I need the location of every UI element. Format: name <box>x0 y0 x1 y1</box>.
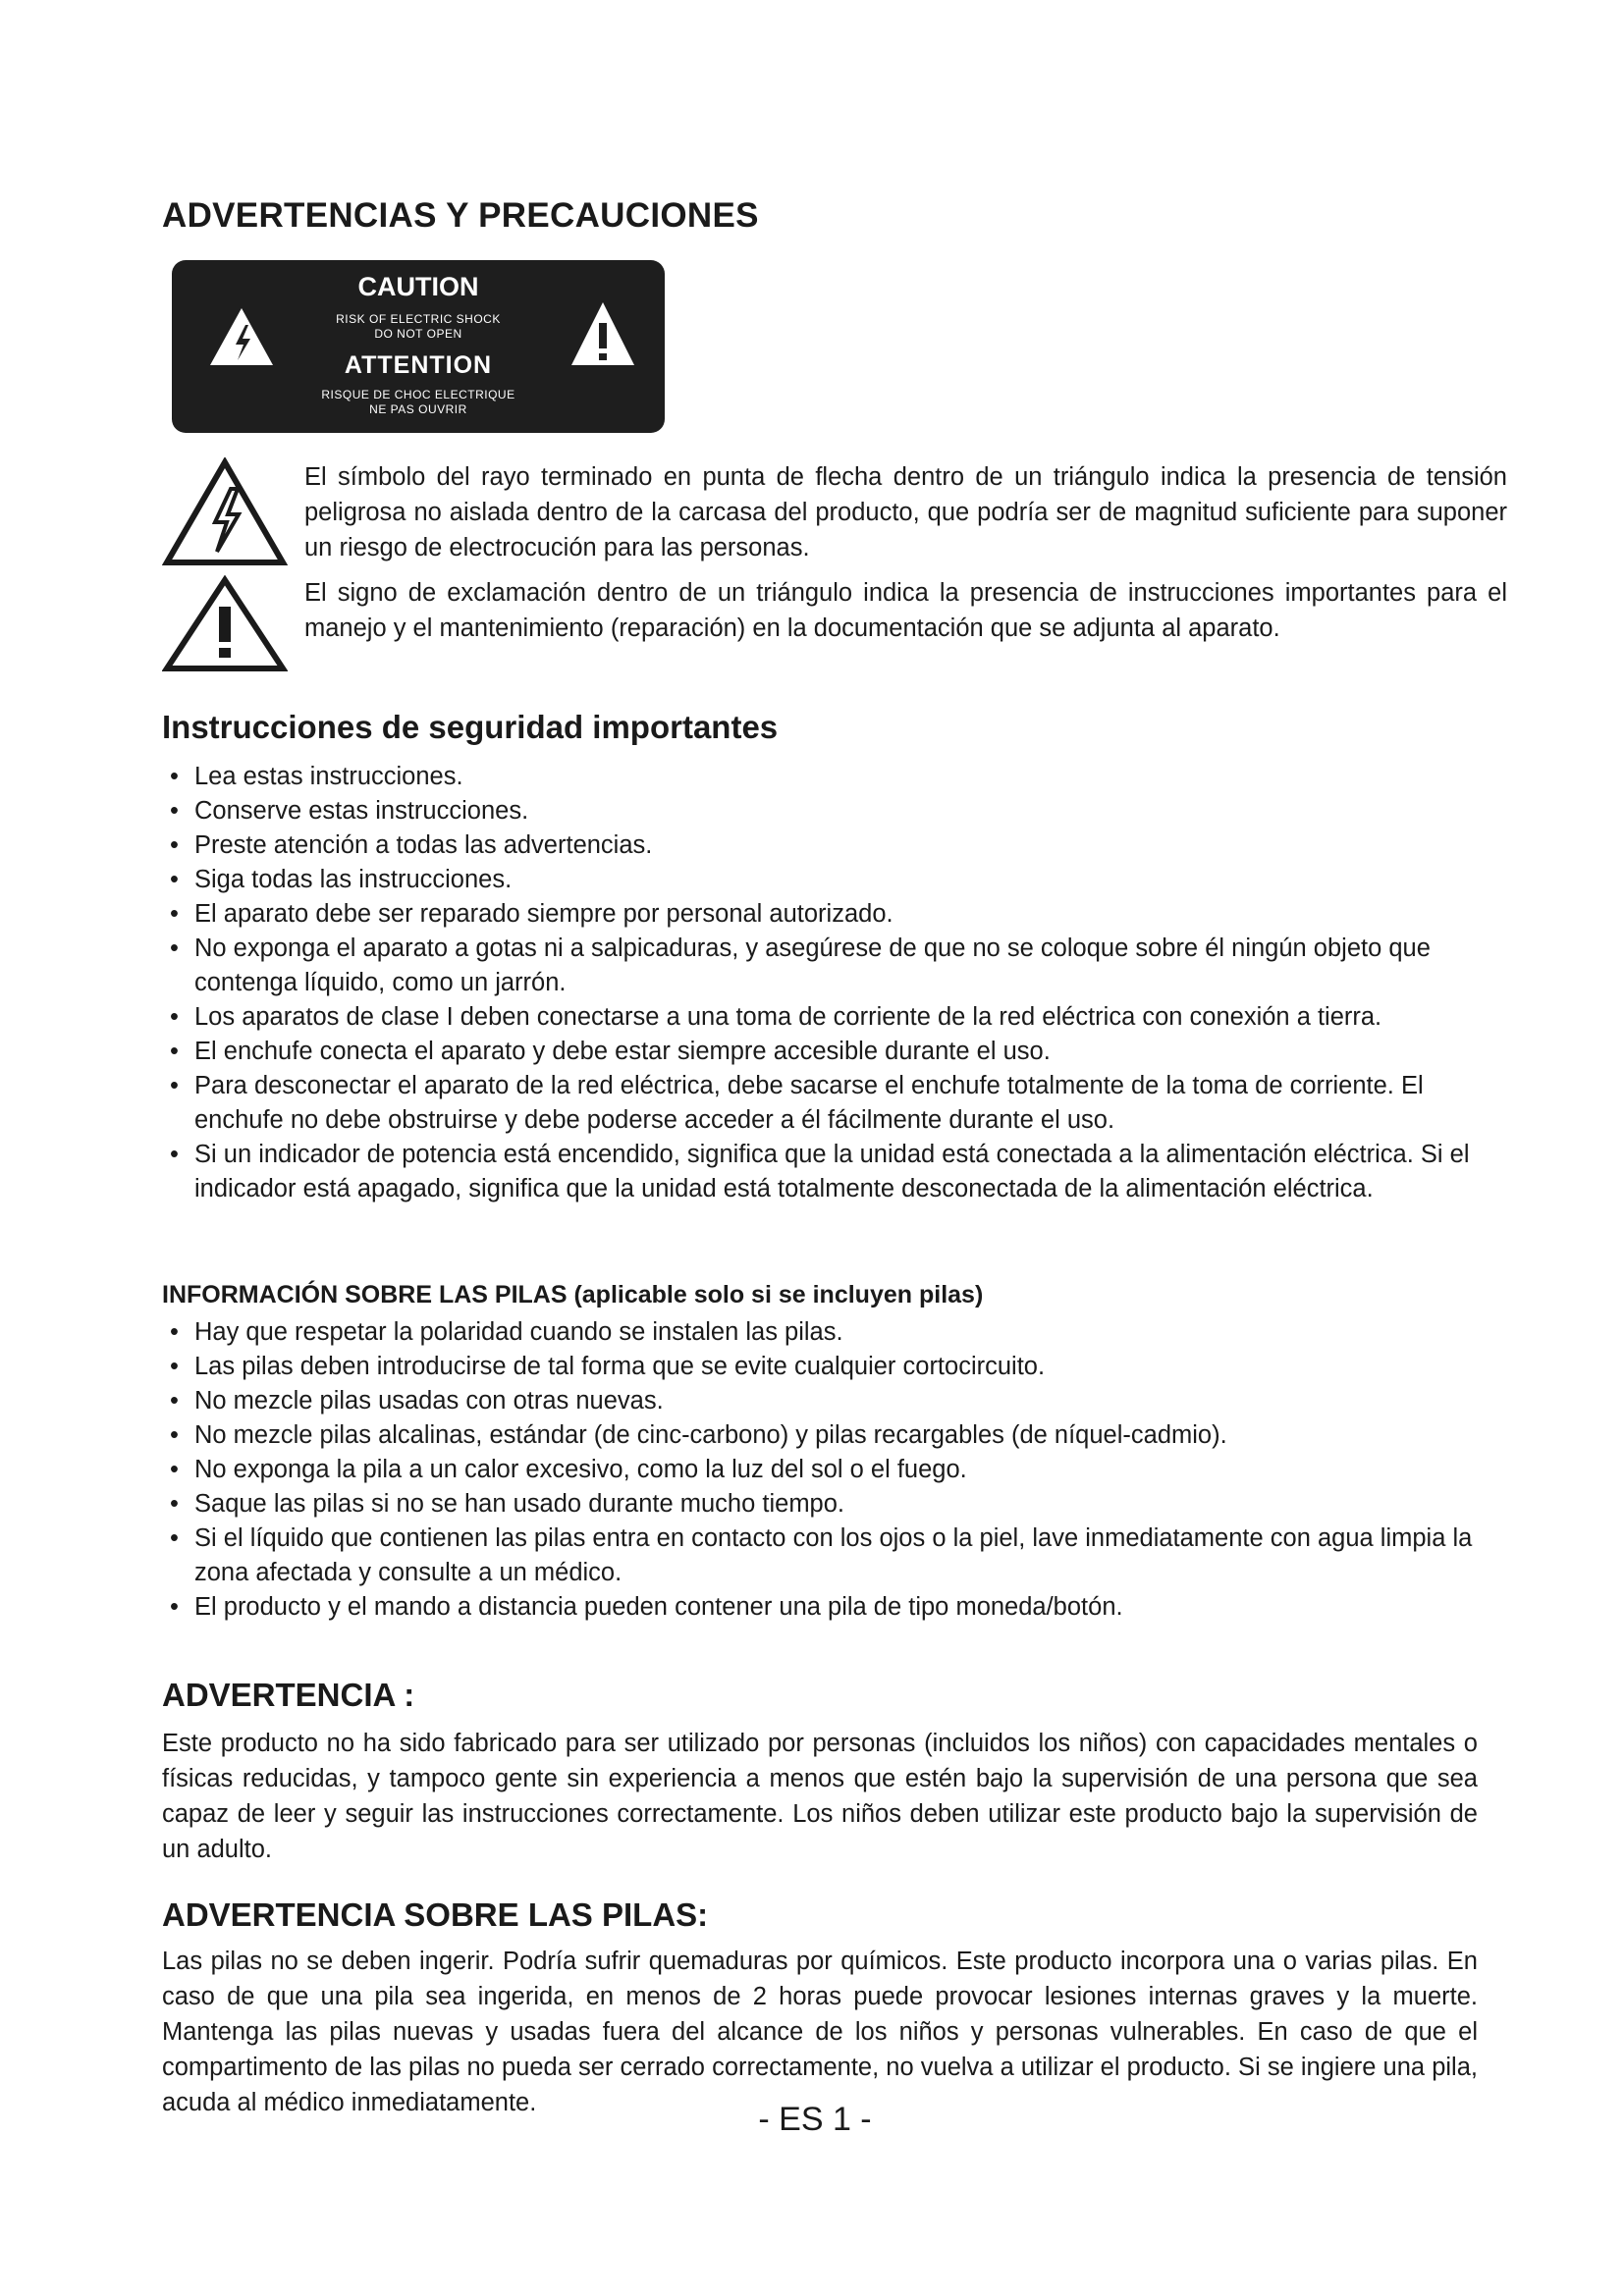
list-item: • Si el líquido que contienen las pilas entra en contacto con los ojos o la piel, lave inmediatamente con agua limpia la zona afectada y consulte a un médico. <box>162 1522 1507 1590</box>
list-item: • Hay que respetar la polaridad cuando se instalen las pilas. <box>162 1315 1507 1350</box>
list-item: • Las pilas deben introducirse de tal forma que se evite cualquier cortocircuito. <box>162 1350 1507 1384</box>
list-item: • Conserve estas instrucciones. <box>162 794 1507 828</box>
warning-text: Este producto no ha sido fabricado para ser utilizado por personas (incluidos los niños) con capacidades mentales o físicas reducidas, y tampoco gente sin experiencia a menos que estén bajo la supervisión de una persona que sea capaz de leer y seguir las instrucciones correctamente. Los niños deben utilizar este producto bajo la supervisión de un adulto. <box>162 1730 1478 1863</box>
page-title: ADVERTENCIAS Y PRECAUCIONES <box>162 196 759 235</box>
list-item: • No mezcle pilas usadas con otras nuevas. <box>162 1384 1507 1418</box>
battery-warning-text: Las pilas no se deben ingerir. Podría sufrir quemaduras por químicos. Este producto incorpora una o varias pilas. En caso de que una pila sea ingerida, en menos de 2 horas puede provocar lesiones internas graves y la muerte. Mantenga las pilas nuevas y usadas fuera del alcance de los niños y personas vulnerables. En caso de que el compartimento de las pilas no pueda ser cerrado correctamente, no vuelva a utilizar el producto. Si se ingiere una pila, acuda al médico inmediatamente. <box>162 1948 1478 2116</box>
caution-subtitle: RISK OF ELECTRIC SHOCK DO NOT OPEN <box>336 312 501 341</box>
battery-info-heading: INFORMACIÓN SOBRE LAS PILAS (aplicable solo si se incluyen pilas) <box>162 1281 984 1308</box>
exclamation-symbol-text: El signo de exclamación dentro de un triángulo indica la presencia de instrucciones importantes para el manejo y el mantenimiento (reparación) en la documentación que se adjunta al aparato. <box>304 579 1507 642</box>
list-item: • Preste atención a todas las advertencias. <box>162 828 1507 863</box>
list-item: • Saque las pilas si no se han usado durante mucho tiempo. <box>162 1487 1507 1522</box>
lightning-symbol-text: El símbolo del rayo terminado en punta de flecha dentro de un triángulo indica la presencia de tensión peligrosa no aislada dentro de la carcasa del producto, que podría ser de magnitud suficiente para suponer un riesgo de electrocución para las personas. <box>304 463 1507 561</box>
page-number: - ES 1 - <box>758 2101 872 2138</box>
list-item: • No mezcle pilas alcalinas, estándar (de cinc-carbono) y pilas recargables (de níquel-cadmio). <box>162 1418 1507 1453</box>
list-item: • Para desconectar el aparato de la red eléctrica, debe sacarse el enchufe totalmente de la toma de corriente. El enchufe no debe obstruirse y debe poderse acceder a él fácilmente durante el uso. <box>162 1069 1507 1138</box>
attention-title: ATTENTION <box>344 351 493 379</box>
exclamation-triangle-icon <box>162 575 288 673</box>
caution-label <box>172 260 665 433</box>
list-item: • No exponga la pila a un calor excesivo, como la luz del sol o el fuego. <box>162 1453 1507 1487</box>
attention-subtitle: RISQUE DE CHOC ELECTRIQUE NE PAS OUVRIR <box>321 388 515 416</box>
list-item: • Lea estas instrucciones. <box>162 760 1507 794</box>
list-item: • Siga todas las instrucciones. <box>162 863 1507 897</box>
exclamation-triangle-icon <box>568 299 637 368</box>
list-item: • Si un indicador de potencia está encendido, significa que la unidad está conectada a la alimentación eléctrica. Si el indicador está apagado, significa que la unidad está totalmente desconectada de la alimentación eléctrica. <box>162 1138 1507 1206</box>
battery-warning-heading: ADVERTENCIA SOBRE LAS PILAS: <box>162 1896 709 1933</box>
list-item: • No exponga el aparato a gotas ni a salpicaduras, y asegúrese de que no se coloque sobre él ningún objeto que contenga líquido, como un jarrón. <box>162 932 1507 1000</box>
lightning-triangle-icon <box>162 457 288 567</box>
warning-heading: ADVERTENCIA : <box>162 1677 415 1713</box>
safety-heading: Instrucciones de seguridad importantes <box>162 709 779 745</box>
list-item: • El aparato debe ser reparado siempre por personal autorizado. <box>162 897 1507 932</box>
list-item: • Los aparatos de clase I deben conectarse a una toma de corriente de la red eléctrica con conexión a tierra. <box>162 1000 1507 1035</box>
caution-title: CAUTION <box>357 272 479 301</box>
list-item: • El enchufe conecta el aparato y debe estar siempre accesible durante el uso. <box>162 1035 1507 1069</box>
battery-info-list <box>162 1315 1507 1625</box>
list-item: • El producto y el mando a distancia pueden contener una pila de tipo moneda/botón. <box>162 1590 1507 1625</box>
safety-list <box>162 760 1507 1206</box>
